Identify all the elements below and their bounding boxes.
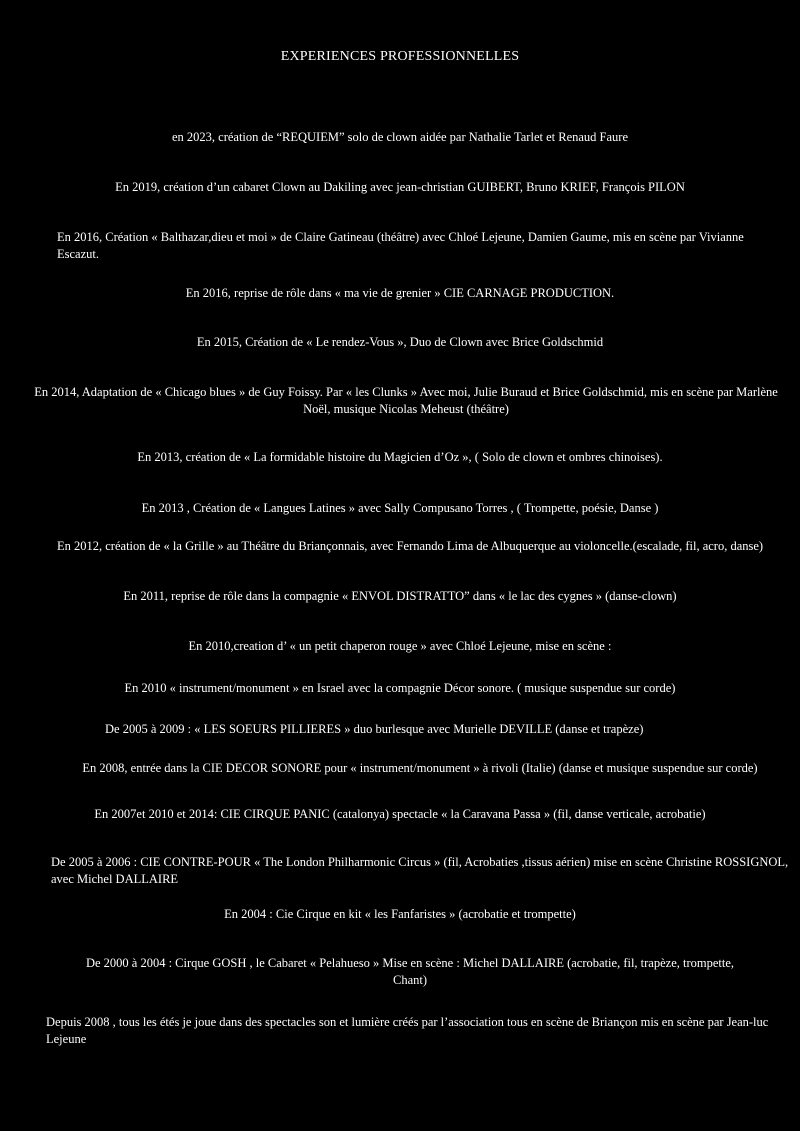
experience-entry-2005-2009: De 2005 à 2009 : « LES SOEURS PILLIERES » duo burlesque avec Murielle DEVILLE (danse et trapèze) xyxy=(105,722,644,736)
experience-entry-2007-2010-2014: En 2007et 2010 et 2014: CIE CIRQUE PANIC (catalonya) spectacle « la Caravana Passa » (fil, danse verticale, acrobatie) xyxy=(94,807,706,821)
experience-entry-2012: En 2012, création de « la Grille » au Théâtre du Briançonnais, avec Fernando Lima de Albuquerque au violoncelle.(escalade, fil, acro, danse) xyxy=(57,539,764,553)
experience-entry-2016-reprise: En 2016, reprise de rôle dans « ma vie de grenier » CIE CARNAGE PRODUCTION. xyxy=(185,286,615,300)
experience-entry-2013-langues: En 2013 , Création de « Langues Latines » avec Sally Compusano Torres , ( Trompette, poésie, Danse ) xyxy=(141,501,659,515)
experience-entry-2008: En 2008, entrée dans la CIE DECOR SONORE pour « instrument/monument » à rivoli (Italie) (danse et musique suspendue sur corde) xyxy=(82,761,758,775)
experience-entry-2016-balthazar: En 2016, Création « Balthazar,dieu et moi » de Claire Gatineau (théâtre) avec Chloé Lejeune, Damien Gaume, mis en scène par Vivianne Escazut. xyxy=(57,230,744,261)
experience-entry-2019: En 2019, création d’un cabaret Clown au Dakiling avec jean-christian GUIBERT, Bruno KRIEF, François PILON xyxy=(115,180,685,194)
experience-entry-2013-oz: En 2013, création de « La formidable histoire du Magicien d’Oz », ( Solo de clown et ombres chinoises). xyxy=(137,450,663,464)
experience-entry-2010-israel: En 2010 « instrument/monument » en Israel avec la compagnie Décor sonore. ( musique suspendue sur corde) xyxy=(124,681,676,695)
experience-entry-2010-chaperon: En 2010,creation d’ « un petit chaperon rouge » avec Chloé Lejeune, mise en scène : xyxy=(188,639,612,653)
experience-entry-2015: En 2015, Création de « Le rendez-Vous », Duo de Clown avec Brice Goldschmid xyxy=(196,335,604,349)
experience-entry-2005-2006: De 2005 à 2006 : CIE CONTRE-POUR « The London Philharmonic Circus » (fil, Acrobaties ,tissus aérien) mise en scène Christine ROSSIGNOL, avec Michel DALLAIRE xyxy=(51,855,789,886)
experience-entry-2004: En 2004 : Cie Cirque en kit « les Fanfaristes » (acrobatie et trompette) xyxy=(224,907,576,921)
page-title: EXPERIENCES PROFESSIONNELLES xyxy=(280,49,520,64)
experience-entry-2014: En 2014, Adaptation de « Chicago blues » de Guy Foissy. Par « les Clunks » Avec moi, Julie Buraud et Brice Goldschmid, mis en scène par Marlène Noël, musique Nicolas Meheust (théâtre) xyxy=(34,385,778,416)
experience-entry-depuis-2008: Depuis 2008 , tous les étés je joue dans des spectacles son et lumière créés par l’association tous en scène de Briançon mis en scène par Jean-luc Lejeune xyxy=(46,1015,769,1046)
experience-entry-2011: En 2011, reprise de rôle dans la compagnie « ENVOL DISTRATTO” dans « le lac des cygnes » (danse-clown) xyxy=(123,589,677,603)
experience-entry-2023: en 2023, création de “REQUIEM” solo de clown aidée par Nathalie Tarlet et Renaud Faure xyxy=(171,130,629,144)
experience-entry-2000-2004: De 2000 à 2004 : Cirque GOSH , le Cabaret « Pelahueso » Mise en scène : Michel DALLAIRE (acrobatie, fil, trapèze, trompette, Chant) xyxy=(85,956,735,987)
